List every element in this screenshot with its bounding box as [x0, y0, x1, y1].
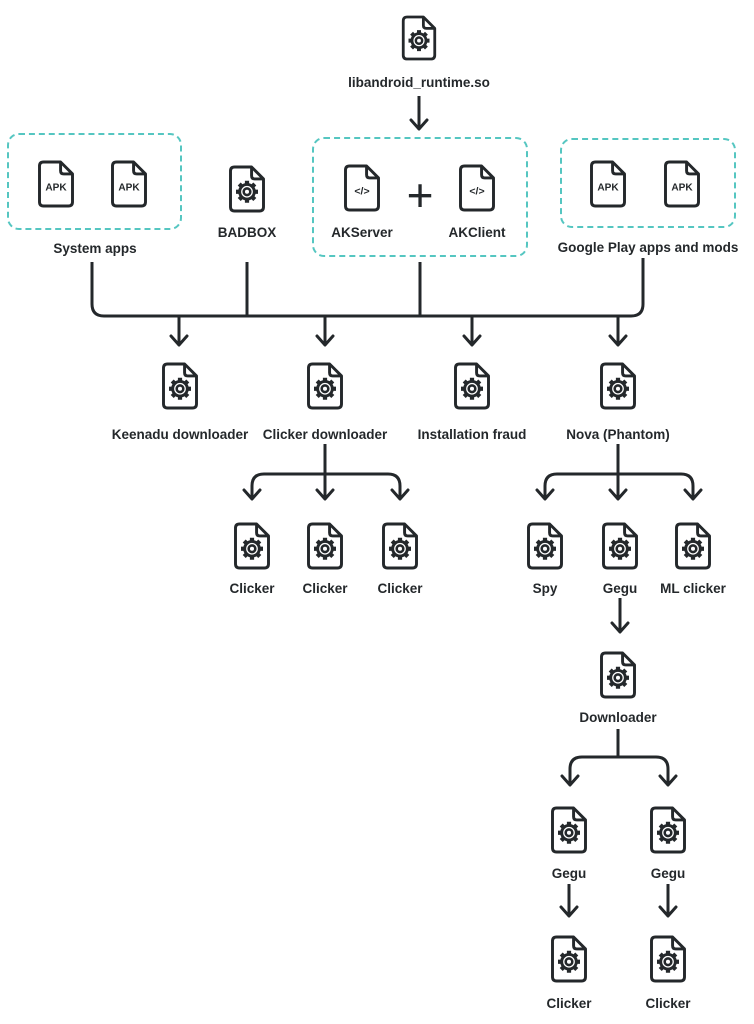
plus-sign: +: [406, 169, 434, 222]
gear-file-icon: [225, 163, 269, 215]
clicker-label: Clicker: [546, 996, 592, 1011]
svg-text:</>: </>: [469, 185, 485, 198]
ml-clicker-label: ML clicker: [660, 581, 726, 596]
gear-file-icon: [378, 520, 422, 572]
connector-bus: [92, 258, 643, 316]
svg-text:APK: APK: [597, 182, 619, 194]
gear-file-icon: [303, 360, 347, 412]
apk-file-icon: [34, 158, 78, 210]
svg-text:APK: APK: [671, 182, 693, 194]
gear-file-icon: [547, 804, 591, 856]
gear-file-icon: [646, 933, 690, 985]
badbox-label: BADBOX: [217, 225, 277, 240]
google-play-label: Google Play apps and mods: [557, 240, 739, 255]
connector-nova-right: [618, 474, 693, 499]
libandroid-runtime-label: libandroid_runtime.so: [348, 75, 490, 90]
gear-file-icon: [671, 520, 715, 572]
gegu-label: Gegu: [602, 581, 638, 596]
connector-clickerdl-left: [252, 474, 325, 499]
installation-fraud-label: Installation fraud: [417, 427, 527, 442]
akserver-label: AKServer: [331, 225, 393, 240]
system-apps-label: System apps: [53, 241, 137, 256]
gear-file-icon: [158, 360, 202, 412]
gear-file-icon: [646, 804, 690, 856]
gear-file-icon: [450, 360, 494, 412]
akclient-label: AKClient: [448, 225, 506, 240]
gear-file-icon: [598, 520, 642, 572]
clicker-label: Clicker: [302, 581, 348, 596]
keenadu-label: Keenadu downloader: [111, 427, 249, 442]
gear-file-icon: [596, 360, 640, 412]
clicker-label: Clicker: [229, 581, 275, 596]
spy-label: Spy: [532, 581, 558, 596]
code-file-icon: [455, 162, 499, 214]
gear-file-icon: [547, 933, 591, 985]
svg-text:APK: APK: [118, 182, 140, 194]
apk-file-icon: [107, 158, 151, 210]
gear-file-icon: [398, 13, 440, 63]
gear-file-icon: [523, 520, 567, 572]
gear-file-icon: [596, 649, 640, 701]
nova-phantom-label: Nova (Phantom): [566, 427, 670, 442]
code-file-icon: [340, 162, 384, 214]
clicker-downloader-label: Clicker downloader: [262, 427, 388, 442]
clicker-label: Clicker: [377, 581, 423, 596]
downloader-label: Downloader: [579, 710, 657, 725]
clicker-label: Clicker: [645, 996, 691, 1011]
svg-text:</>: </>: [354, 185, 370, 198]
gegu-label: Gegu: [650, 866, 686, 881]
connector-clickerdl-right: [325, 474, 400, 499]
gear-file-icon: [230, 520, 274, 572]
gear-file-icon: [303, 520, 347, 572]
apk-file-icon: [586, 158, 630, 210]
connector-downloader-left: [570, 757, 618, 785]
svg-text:APK: APK: [45, 182, 67, 194]
apk-file-icon: [660, 158, 704, 210]
connector-downloader-right: [618, 757, 668, 785]
connector-nova-left: [545, 474, 618, 499]
gegu-label: Gegu: [551, 866, 587, 881]
